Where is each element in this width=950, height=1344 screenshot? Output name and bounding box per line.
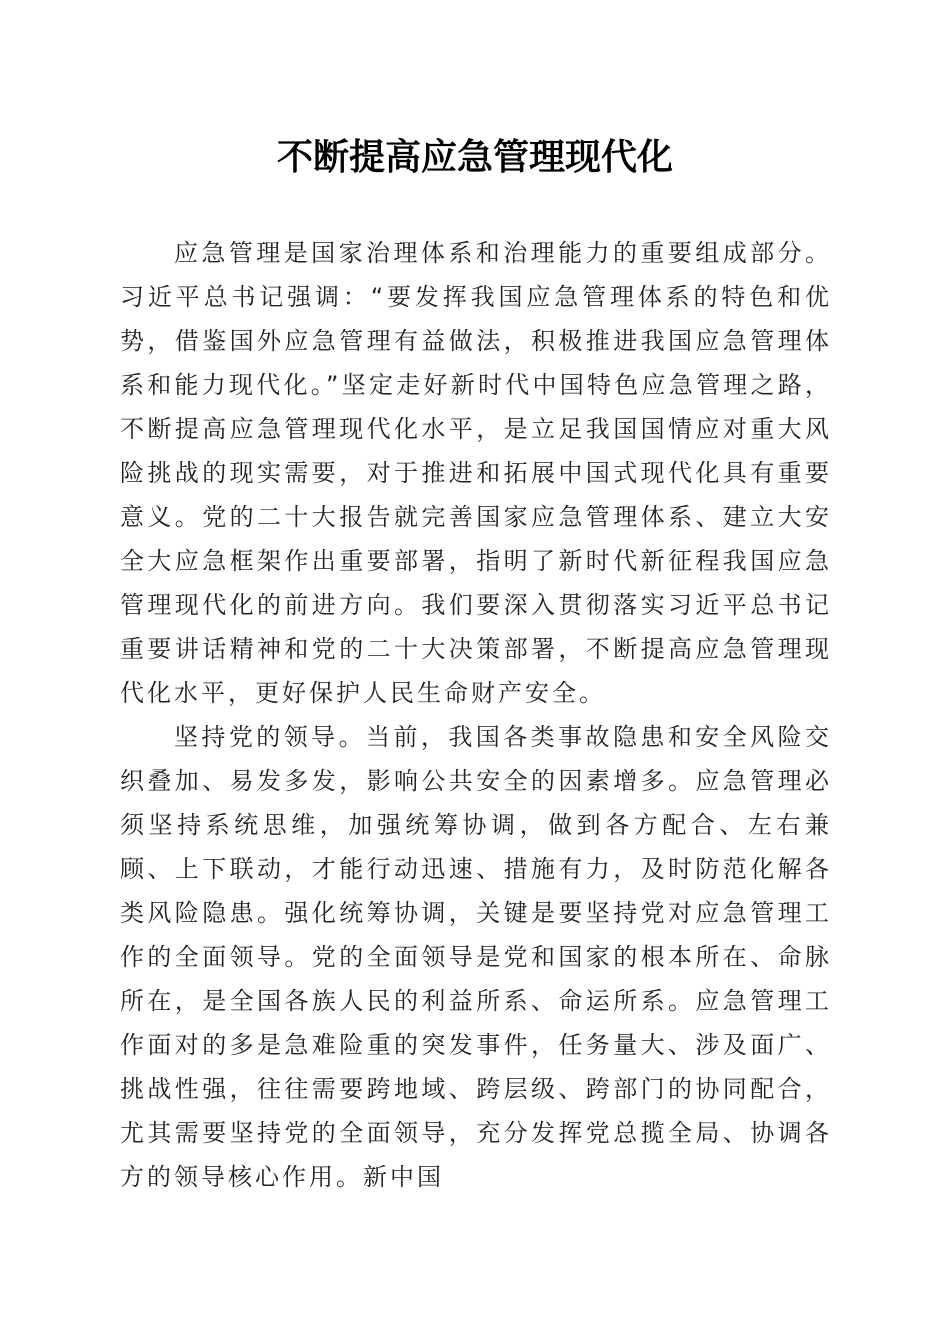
page-title: 不断提高应急管理现代化 <box>276 136 673 178</box>
paragraph-2: 坚持党的领导。当前，我国各类事故隐患和安全风险交织叠加、易发多发，影响公共安全的因素增多。应急管理必须坚持系统思维，加强统筹协调，做到各方配合、左右兼顾、上下联动，才能行动迅速、措施有力，及时防范化解各类风险隐患。强化统筹协调，关键是要坚持党对应急管理工作的全面领导。党的全面领导是党和国家的根本所在、命脉所在，是全国各族人民的利益所系、命运所系。应急管理工作面对的多是急难险重的突发事件，任务量大、涉及面广、挑战性强，往往需要跨地域、跨层级、跨部门的协同配合，尤其需要坚持党的全面领导，充分发挥党总揽全局、协调各方的领导核心作用。新中国 <box>120 723 832 1191</box>
article-body <box>120 231 832 1199</box>
paragraph-1: 应急管理是国家治理体系和治理能力的重要组成部分。习近平总书记强调：“要发挥我国应急管理体系的特色和优势，借鉴国外应急管理有益做法，积极推进我国应急管理体系和能力现代化。”坚定走好新时代中国特色应急管理之路，不断提高应急管理现代化水平，是立足我国国情应对重大风险挑战的现实需要，对于推进和拓展中国式现代化具有重要意义。党的二十大报告就完善国家应急管理体系、建立大安全大应急框架作出重要部署，指明了新时代新征程我国应急管理现代化的前进方向。我们要深入贯彻落实习近平总书记重要讲话精神和党的二十大决策部署，不断提高应急管理现代化水平，更好保护人民生命财产安全。 <box>120 239 832 707</box>
